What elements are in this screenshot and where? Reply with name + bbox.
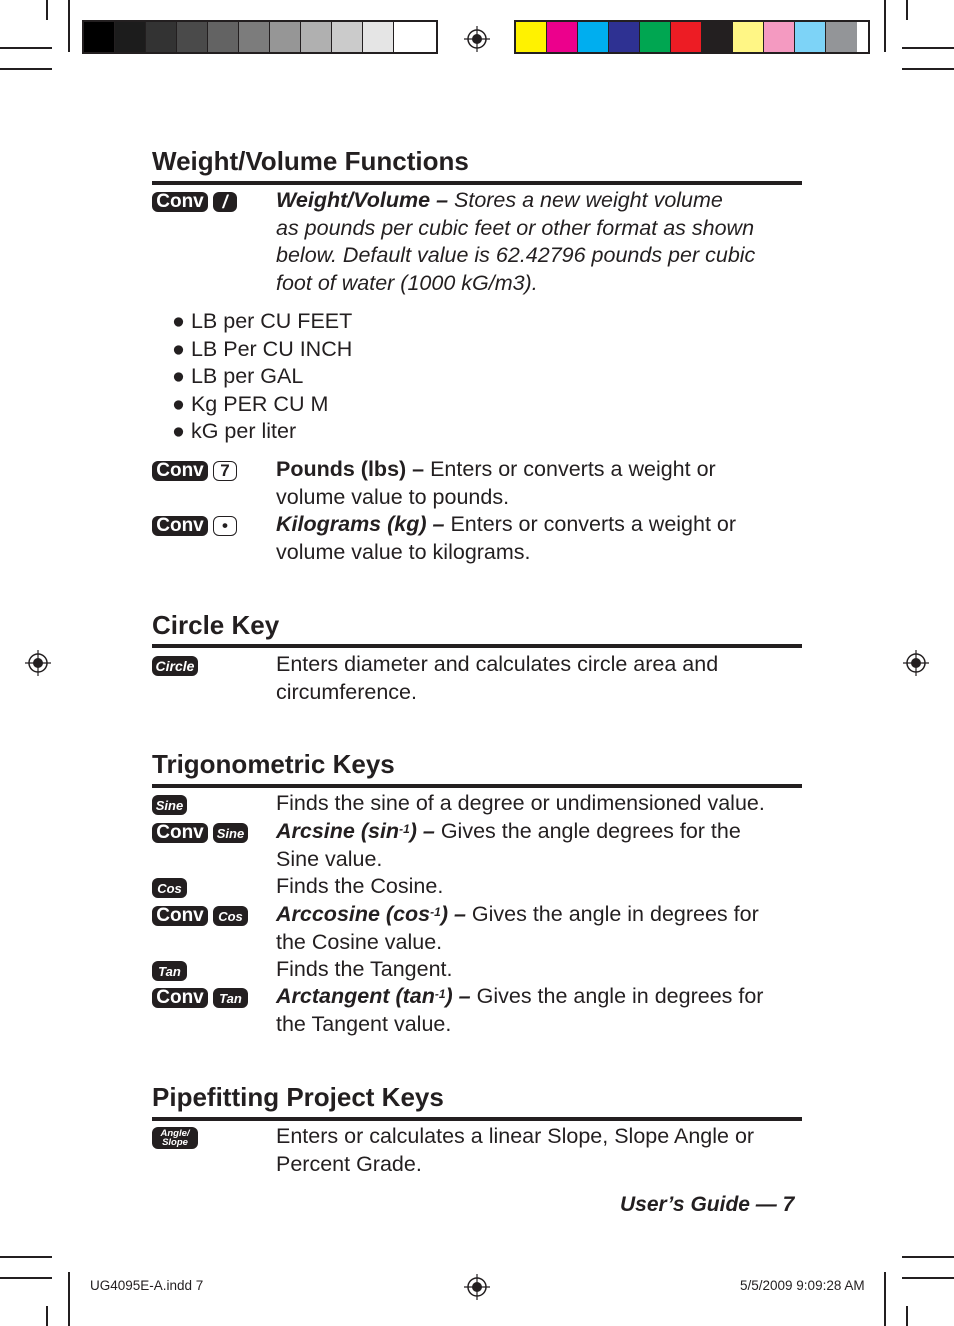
term-text: Arctangent (tan — [276, 984, 435, 1008]
crop-mark — [0, 68, 52, 70]
term-text: Arccosine (cos — [276, 902, 431, 926]
color-swatch — [764, 22, 795, 52]
divide-key: / — [213, 192, 237, 212]
cos-key: Cos — [152, 878, 187, 898]
section-rule — [152, 181, 802, 185]
process-color-bar — [514, 20, 870, 54]
crop-mark — [0, 47, 52, 49]
color-swatch — [640, 22, 671, 52]
color-swatch — [146, 22, 177, 52]
section-rule — [152, 644, 802, 648]
crop-mark — [884, 0, 886, 52]
description-line: Enters or converts a weight or — [450, 512, 737, 536]
section-title-weight-volume: Weight/Volume Functions — [152, 146, 469, 176]
arccosine-description — [276, 901, 806, 956]
key-label-bottom: Slope — [162, 1137, 188, 1148]
gray-color-bar — [82, 20, 438, 54]
term-close: ) – — [440, 902, 472, 926]
color-swatch — [547, 22, 578, 52]
color-swatch — [733, 22, 764, 52]
key-combo-conv-sine — [152, 823, 248, 843]
list-item: ● LB per GAL — [172, 364, 304, 388]
list-item: ● kG per liter — [172, 419, 297, 443]
description-line: Enters or converts a weight or — [430, 457, 716, 481]
section-rule — [152, 1117, 802, 1121]
crop-mark — [906, 1306, 908, 1326]
color-swatch — [578, 22, 609, 52]
crop-mark — [0, 1277, 52, 1279]
term-close: ) – — [409, 819, 441, 843]
circle-key: Circle — [152, 656, 198, 676]
crop-mark — [902, 68, 954, 70]
tan-key: Tan — [213, 988, 248, 1008]
color-swatch — [516, 22, 547, 52]
crop-mark — [0, 1256, 52, 1258]
tan-key: Tan — [152, 961, 187, 981]
registration-mark-icon — [903, 650, 929, 676]
term-text: Arcsine (sin — [276, 819, 400, 843]
sine-key: Sine — [152, 795, 187, 815]
crop-mark — [906, 0, 908, 20]
section-title-trigonometric: Trigonometric Keys — [152, 749, 395, 779]
key-combo-conv-point — [152, 516, 237, 536]
key-circle — [152, 656, 198, 676]
crop-mark — [902, 1256, 954, 1258]
description-line: Percent Grade. — [276, 1151, 422, 1176]
color-swatch — [826, 22, 857, 52]
conv-key: Conv — [152, 516, 208, 536]
crop-mark — [46, 0, 48, 20]
color-swatch — [702, 22, 733, 52]
color-swatch — [239, 22, 270, 52]
seven-key: 7 — [213, 461, 237, 481]
color-swatch — [609, 22, 640, 52]
arcsine-description — [276, 818, 806, 873]
key-label-top: Angle/ — [160, 1128, 190, 1139]
section-title-pipefitting: Pipefitting Project Keys — [152, 1082, 444, 1112]
term-kilograms: Kilograms (kg) – — [276, 512, 451, 536]
registration-mark-icon — [464, 26, 490, 52]
color-swatch — [394, 22, 425, 52]
description-line: Gives the angle degrees for the — [440, 819, 741, 843]
slug-filename: UG4095E-A.indd 7 — [90, 1278, 204, 1293]
page-footer: User’s Guide — 7 — [620, 1193, 795, 1216]
description-line: Enters diameter and calculates circle area and — [276, 652, 719, 676]
description-line: volume value to kilograms. — [276, 539, 531, 564]
term-pounds: Pounds (lbs) – — [276, 457, 431, 481]
crop-mark — [68, 0, 70, 52]
description-line: the Cosine value. — [276, 929, 443, 954]
pounds-description — [276, 456, 806, 511]
crop-mark — [68, 1272, 70, 1326]
description-line: foot of water (1000 kG/m3). — [276, 270, 538, 295]
key-angle-slope — [152, 1127, 198, 1149]
color-swatch — [363, 22, 394, 52]
weight-volume-description — [276, 187, 806, 297]
description-line: the Tangent value. — [276, 1011, 452, 1036]
color-swatch — [115, 22, 146, 52]
crop-mark — [902, 47, 954, 49]
superscript: -1 — [430, 905, 441, 919]
slug-datetime: 5/5/2009 9:09:28 AM — [740, 1278, 865, 1293]
registration-mark-icon — [25, 650, 51, 676]
unit-format-list — [172, 308, 352, 446]
registration-mark-icon — [464, 1274, 490, 1300]
list-item: ● LB Per CU INCH — [172, 336, 353, 361]
description-line: Stores a new weight volume — [454, 188, 723, 212]
color-swatch — [84, 22, 115, 52]
cos-key: Cos — [213, 906, 248, 926]
key-tangent — [152, 961, 187, 981]
color-swatch — [795, 22, 826, 52]
conv-key: Conv — [152, 988, 208, 1008]
description-line: as pounds per cubic feet or other format as shown — [276, 215, 755, 240]
description-line: Gives the angle in degrees for — [471, 902, 759, 926]
key-sine — [152, 795, 187, 815]
key-combo-conv-7 — [152, 461, 237, 481]
key-cosine — [152, 878, 187, 898]
superscript: -1 — [434, 987, 446, 1001]
term-arcsine — [276, 819, 441, 843]
color-swatch — [301, 22, 332, 52]
sine-key: Sine — [213, 823, 248, 843]
crop-mark — [46, 1306, 48, 1326]
conv-key: Conv — [152, 823, 208, 843]
circle-description — [276, 651, 806, 706]
crop-mark — [884, 1272, 886, 1326]
sine-description: Finds the sine of a degree or undimensioned value. — [276, 791, 765, 815]
conv-key: Conv — [152, 461, 208, 481]
section-rule — [152, 784, 802, 788]
description-line: volume value to pounds. — [276, 484, 510, 509]
list-item: ● Kg PER CU M — [172, 391, 329, 416]
description-line: Enters or calculates a linear Slope, Slope Angle or — [276, 1124, 755, 1148]
key-combo-conv-slash — [152, 192, 237, 212]
term-arctangent — [276, 984, 477, 1008]
superscript: -1 — [399, 822, 410, 836]
color-swatch — [208, 22, 239, 52]
angle-slope-key — [152, 1127, 198, 1149]
color-swatch — [270, 22, 301, 52]
decimal-point-key: • — [213, 516, 237, 536]
term-arccosine — [276, 902, 472, 926]
cosine-description: Finds the Cosine. — [276, 874, 444, 898]
kilograms-description — [276, 511, 806, 566]
key-combo-conv-tan — [152, 988, 248, 1008]
angle-slope-description — [276, 1123, 806, 1178]
description-line: Sine value. — [276, 846, 383, 871]
conv-key: Conv — [152, 192, 208, 212]
description-line: Gives the angle in degrees for — [476, 984, 764, 1008]
color-swatch — [177, 22, 208, 52]
description-line: below. Default value is 62.42796 pounds per cubic — [276, 243, 756, 267]
term-close: ) – — [445, 984, 477, 1008]
list-item: ● LB per CU FEET — [172, 309, 353, 333]
color-swatch — [671, 22, 702, 52]
section-title-circle: Circle Key — [152, 610, 280, 640]
description-line: circumference. — [276, 679, 417, 704]
conv-key: Conv — [152, 906, 208, 926]
term-weight-volume: Weight/Volume – — [276, 188, 454, 212]
arctangent-description — [276, 983, 806, 1038]
key-combo-conv-cos — [152, 906, 248, 926]
color-swatch — [332, 22, 363, 52]
tangent-description: Finds the Tangent. — [276, 957, 453, 981]
crop-mark — [902, 1277, 954, 1279]
